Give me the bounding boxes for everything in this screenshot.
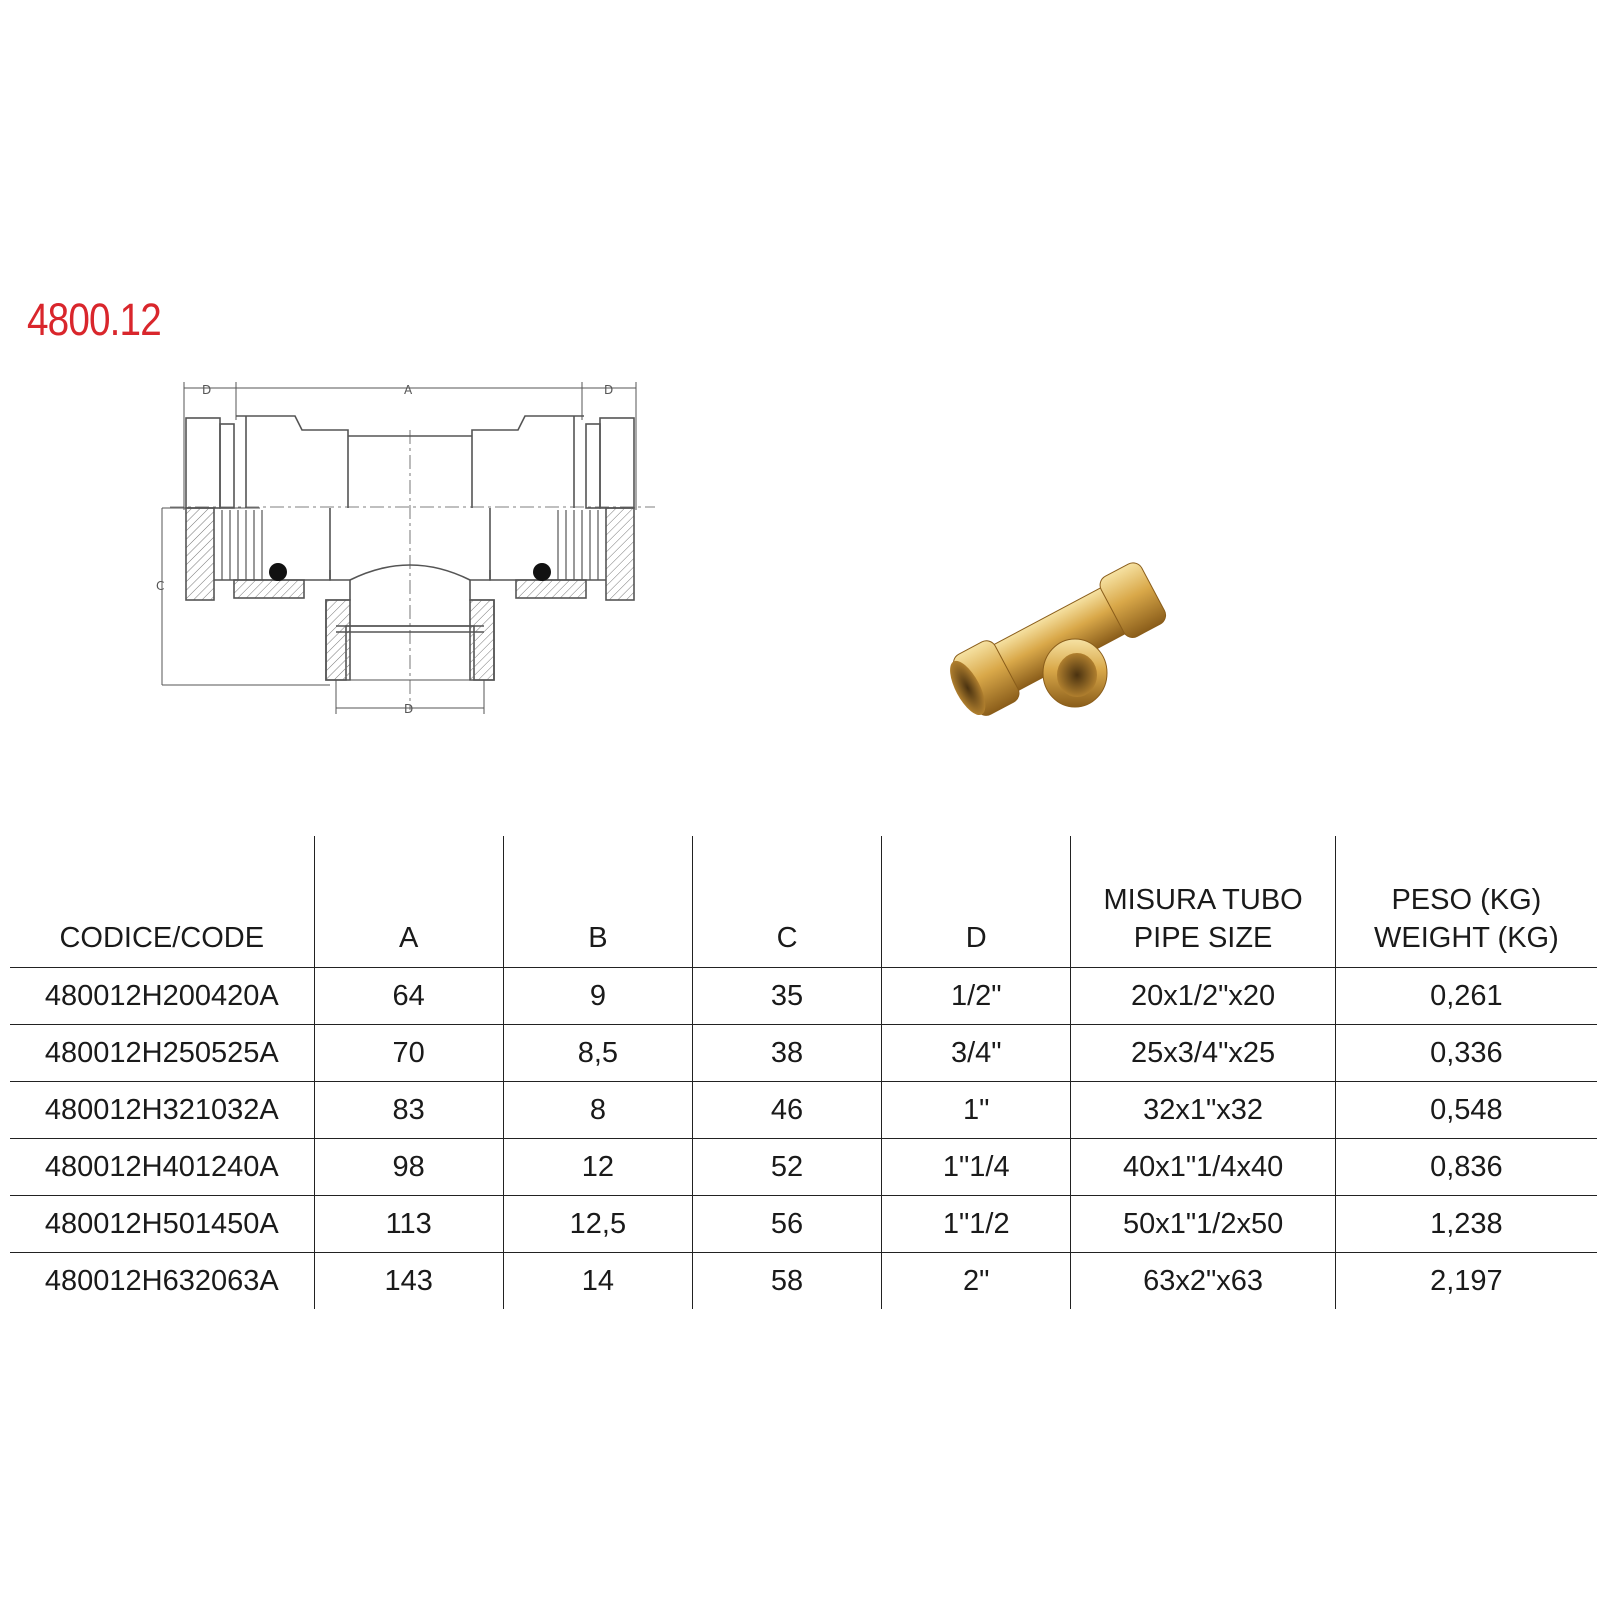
cell-d: 1"1/2 [882,1196,1071,1253]
cell-c: 56 [693,1196,882,1253]
dimension-label-a: A [404,383,413,397]
cell-pipe-size: 25x3/4"x25 [1071,1025,1335,1082]
cell-code: 480012H501450A [10,1196,314,1253]
table-row [10,1196,1597,1253]
cell-d: 1/2" [882,968,1071,1025]
tee-fitting-technical-drawing [150,380,670,720]
table-row [10,1082,1597,1139]
cell-b: 14 [503,1253,692,1310]
cell-weight: 0,261 [1335,968,1597,1025]
cell-d: 1"1/4 [882,1139,1071,1196]
dimension-label-d-bottom: D [404,702,414,716]
cell-code: 480012H321032A [10,1082,314,1139]
cell-d: 2" [882,1253,1071,1310]
cell-pipe-size: 40x1"1/4x40 [1071,1139,1335,1196]
dimension-label-d-left: D [202,383,212,397]
cell-code: 480012H401240A [10,1139,314,1196]
cell-pipe-size: 20x1/2"x20 [1071,968,1335,1025]
header-pipe-size: MISURA TUBO PIPE SIZE [1071,836,1335,968]
cell-b: 9 [503,968,692,1025]
cell-d: 1" [882,1082,1071,1139]
product-code-title: 4800.12 [27,294,161,345]
specification-table [10,836,1597,1309]
header-d: D [882,836,1071,968]
cell-a: 98 [314,1139,503,1196]
cell-weight: 0,548 [1335,1082,1597,1139]
cell-pipe-size: 63x2"x63 [1071,1253,1335,1310]
cell-c: 38 [693,1025,882,1082]
header-weight: PESO (KG) WEIGHT (KG) [1335,836,1597,968]
cell-c: 52 [693,1139,882,1196]
header-a: A [314,836,503,968]
cell-pipe-size: 32x1"x32 [1071,1082,1335,1139]
header-code: CODICE/CODE [10,836,314,968]
cell-weight: 1,238 [1335,1196,1597,1253]
cell-a: 83 [314,1082,503,1139]
table-row [10,1025,1597,1082]
cell-b: 8 [503,1082,692,1139]
header-c: C [693,836,882,968]
cell-code: 480012H200420A [10,968,314,1025]
dimension-label-d-right: D [604,383,614,397]
table-row [10,1253,1597,1310]
cell-pipe-size: 50x1"1/2x50 [1071,1196,1335,1253]
cell-b: 12 [503,1139,692,1196]
cell-code: 480012H250525A [10,1025,314,1082]
cell-weight: 0,836 [1335,1139,1597,1196]
cell-a: 64 [314,968,503,1025]
brass-tee-fitting-photo [940,555,1180,725]
cell-code: 480012H632063A [44,1264,279,1297]
table-row [10,1139,1597,1196]
cell-b: 12,5 [503,1196,692,1253]
cell-c: 35 [693,968,882,1025]
cell-c: 58 [693,1253,882,1310]
cell-b: 8,5 [503,1025,692,1082]
cell-a: 70 [314,1025,503,1082]
cell-weight: 2,197 [1335,1253,1597,1310]
cell-d: 3/4" [882,1025,1071,1082]
cell-c: 46 [693,1082,882,1139]
cell-a: 143 [314,1253,503,1310]
header-b: B [503,836,692,968]
table-row [10,968,1597,1025]
dimension-label-c: C [156,579,165,593]
cell-weight: 0,336 [1335,1025,1597,1082]
table-header-row [10,836,1597,968]
cell-a: 113 [314,1196,503,1253]
